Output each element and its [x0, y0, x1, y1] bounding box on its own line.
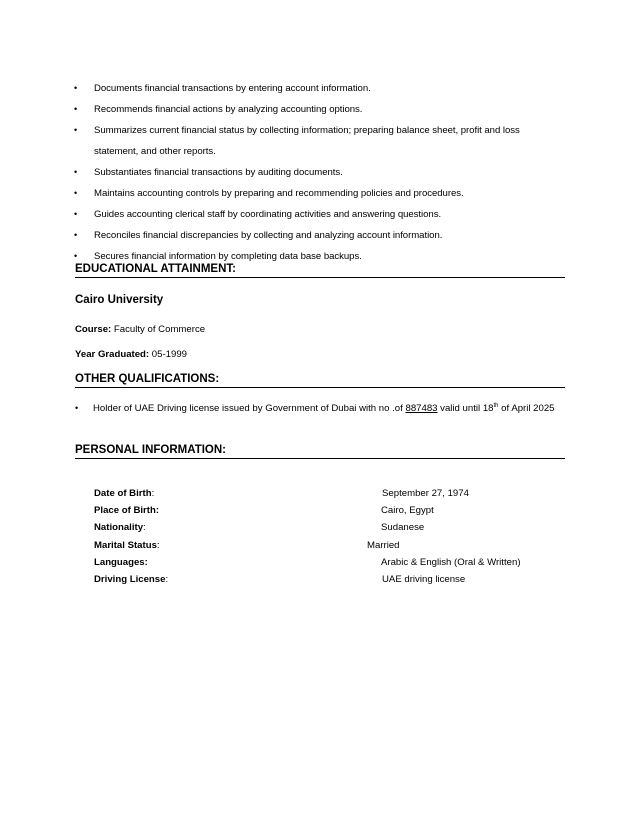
ordinal-suffix: th: [493, 403, 499, 409]
bullet-icon: •: [74, 230, 78, 240]
bullet-icon: •: [74, 209, 78, 219]
list-item: • Guides accounting clerical staff by coordinating activities and answering questions.: [70, 204, 570, 225]
personal-heading: PERSONAL INFORMATION:: [75, 444, 565, 459]
info-row-driving: [94, 574, 534, 592]
info-value: UAE driving license: [382, 574, 466, 585]
info-row-place: [94, 505, 534, 523]
bullet-icon: •: [75, 403, 79, 414]
qualification-text-before: Holder of UAE Driving license issued by Government of Dubai with no .of: [93, 403, 406, 415]
info-row-dob: [94, 488, 534, 506]
list-item: • Maintains accounting controls by preparing and recommending policies and procedures.: [70, 183, 570, 204]
list-item-continuation: statement, and other reports.: [94, 146, 216, 157]
course-label: Course:: [75, 324, 112, 335]
info-value: Sudanese: [381, 522, 425, 533]
qualification-item: [75, 403, 575, 414]
university-name: Cairo University: [75, 294, 164, 306]
bullet-icon: •: [74, 167, 78, 177]
info-label: Driving License:: [94, 574, 169, 585]
year-label: Year Graduated:: [75, 349, 150, 360]
info-row-nationality: [94, 522, 534, 540]
bullet-icon: •: [74, 251, 78, 261]
info-value: Married: [367, 540, 400, 551]
qualifications-heading: OTHER QUALIFICATIONS:: [75, 373, 565, 388]
course-value: Faculty of Commerce: [113, 324, 206, 335]
list-item: • Documents financial transactions by entering account information.: [70, 78, 570, 99]
bullet-icon: •: [74, 188, 78, 198]
qualification-text-after: of April 2025: [498, 403, 555, 415]
info-value: September 27, 1974: [382, 488, 469, 499]
qualification-text-middle: valid until 18: [437, 403, 494, 415]
info-value: Arabic & English (Oral & Written): [381, 557, 521, 568]
info-label: Marital Status:: [94, 540, 160, 551]
list-item: • Substantiates financial transactions by auditing documents.: [70, 162, 570, 183]
course-line: [75, 324, 205, 335]
list-item: • Summarizes current financial status by collecting information; preparing balance sheet, profit and loss: [70, 120, 570, 141]
bullet-icon: •: [74, 104, 78, 114]
info-value: Cairo, Egypt: [381, 505, 434, 516]
license-number: 887483: [405, 403, 438, 415]
bullet-icon: •: [74, 125, 78, 135]
bullet-icon: •: [74, 83, 78, 93]
info-label: Nationality:: [94, 522, 146, 533]
year-line: [75, 349, 187, 360]
list-item: • Secures financial information by completing data base backups.: [70, 246, 570, 267]
info-row-languages: [94, 557, 534, 575]
duties-list: [70, 78, 570, 267]
info-label: Place of Birth:: [94, 505, 160, 516]
education-heading: EDUCATIONAL ATTAINMENT:: [75, 263, 565, 278]
info-label: Date of Birth:: [94, 488, 155, 499]
info-row-marital: [94, 540, 534, 558]
info-label: Languages:: [94, 557, 148, 568]
list-item: • Reconciles financial discrepancies by collecting and analyzing account information.: [70, 225, 570, 246]
year-value: 05-1999: [151, 349, 188, 360]
list-item: • Recommends financial actions by analyzing accounting options.: [70, 99, 570, 120]
